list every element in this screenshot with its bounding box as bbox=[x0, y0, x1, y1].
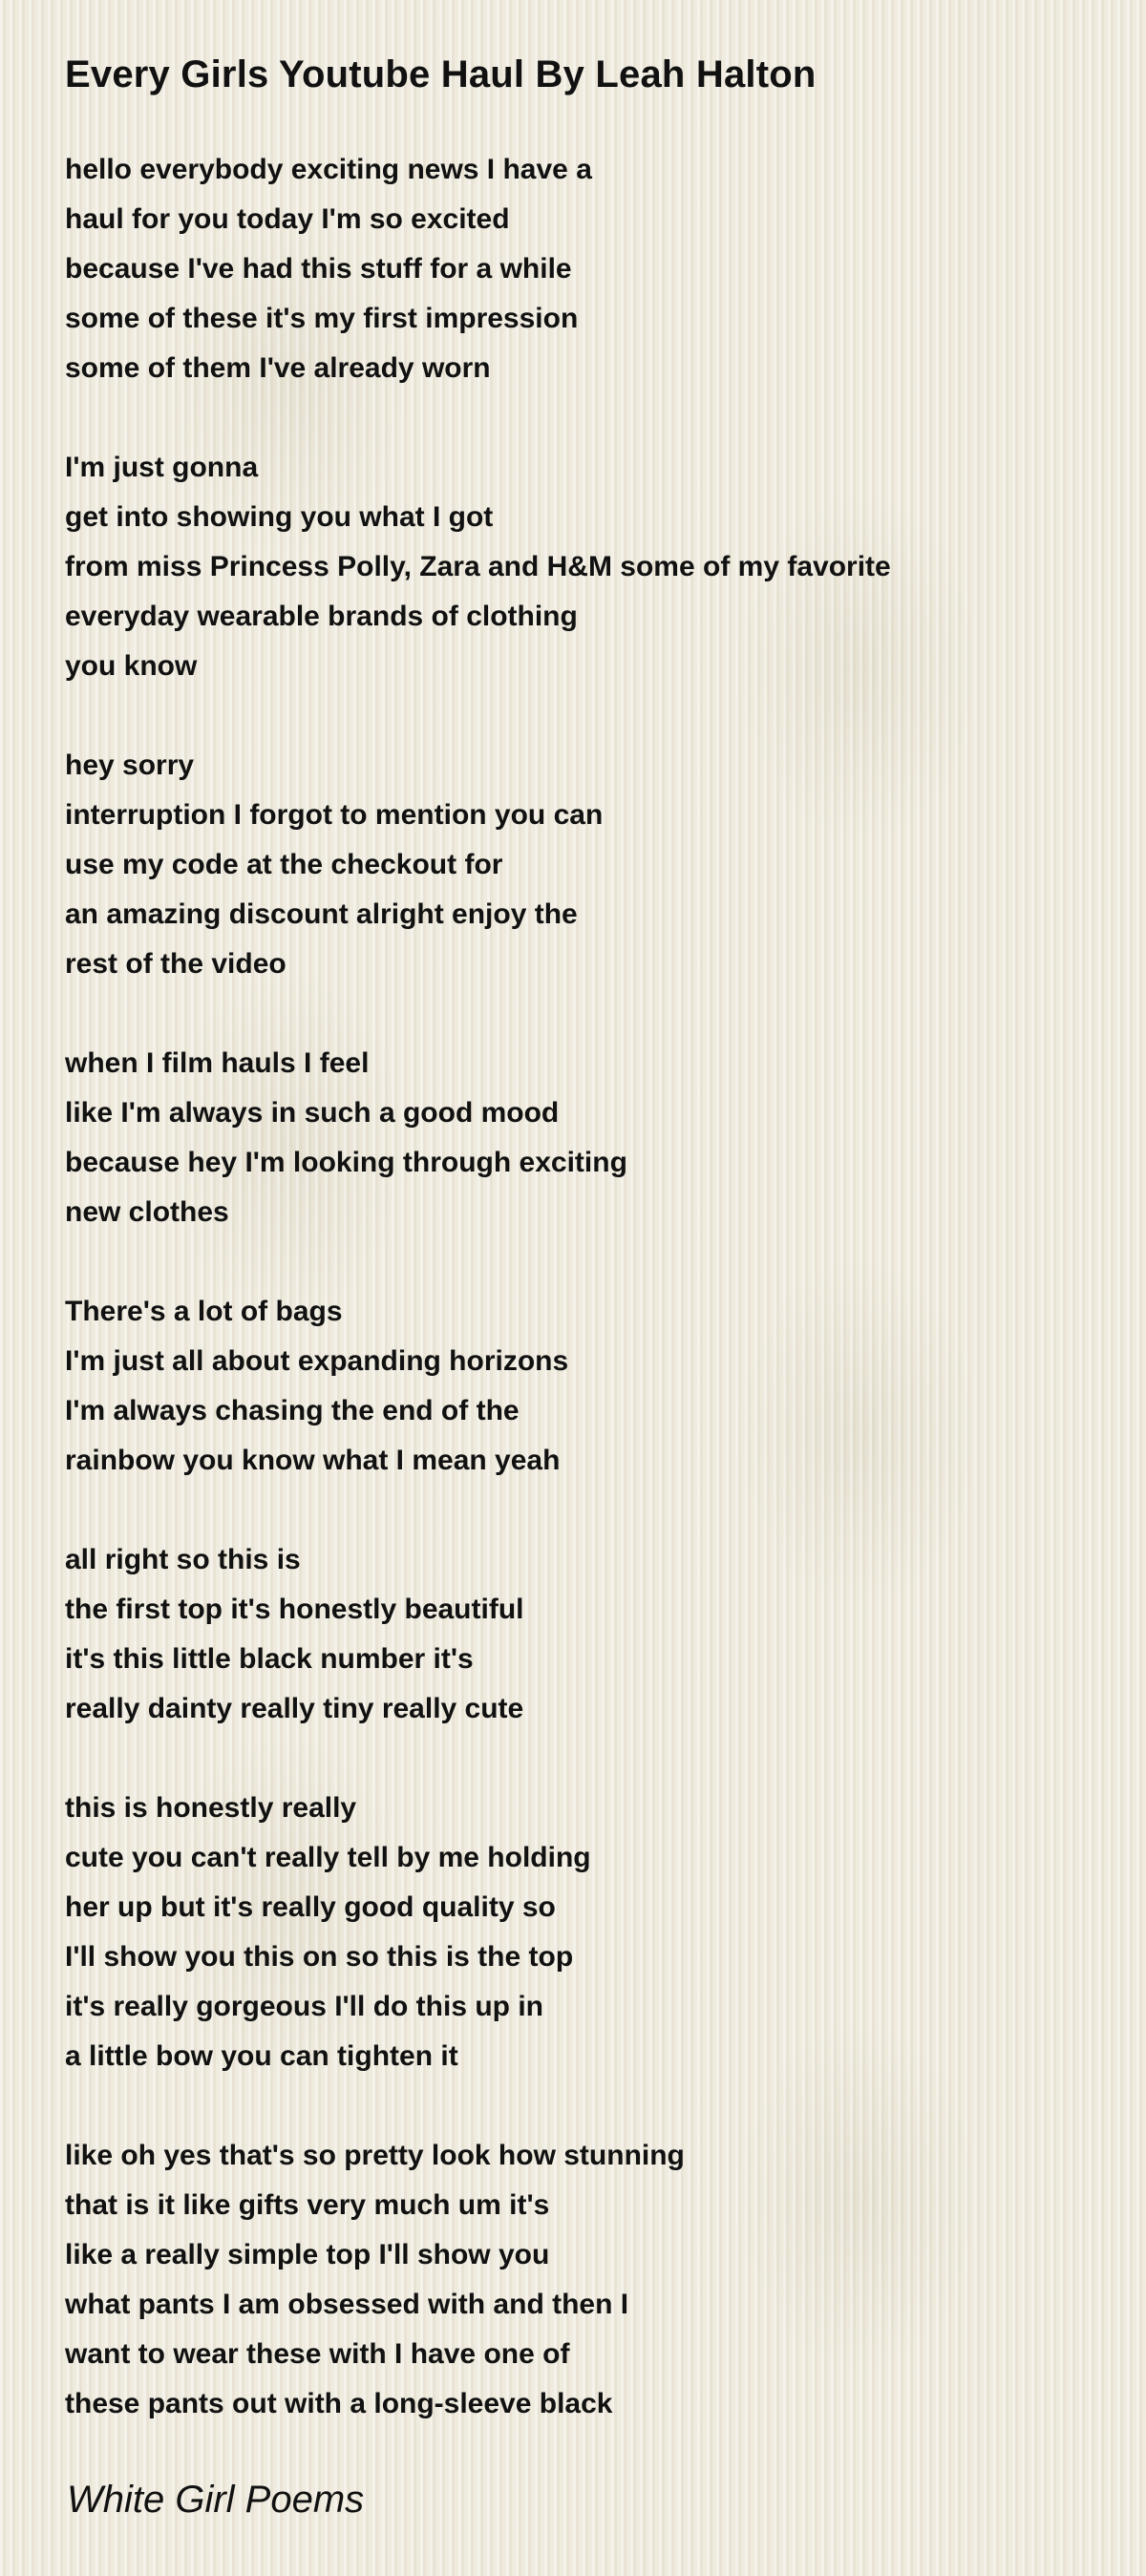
poem-line: what pants I am obsessed with and then I bbox=[65, 2289, 629, 2320]
poem-line: really dainty really tiny really cute bbox=[65, 1693, 524, 1724]
poem-line: these pants out with a long-sleeve black bbox=[65, 2388, 613, 2419]
poem-line: rest of the video bbox=[65, 948, 286, 980]
poem-line: cute you can't really tell by me holding bbox=[65, 1842, 591, 1873]
poem-line: because hey I'm looking through exciting bbox=[65, 1147, 627, 1178]
poem-line: that is it like gifts very much um it's bbox=[65, 2189, 550, 2221]
poem-line: a little bow you can tighten it bbox=[65, 2040, 458, 2072]
poem-line: from miss Princess Polly, Zara and H&M some of my favorite bbox=[65, 551, 891, 582]
stanza bbox=[65, 2131, 1096, 2429]
stanza bbox=[65, 1287, 1096, 1486]
poem-line: you know bbox=[65, 650, 198, 682]
poem-line: everyday wearable brands of clothing bbox=[65, 601, 578, 632]
poem-line: some of them I've already worn bbox=[65, 352, 491, 384]
poem-body bbox=[65, 145, 1096, 2429]
poem-line: like oh yes that's so pretty look how stunning bbox=[65, 2140, 685, 2171]
poem-line: interruption I forgot to mention you can bbox=[65, 799, 604, 831]
stanza bbox=[65, 145, 1096, 393]
poem-line: new clothes bbox=[65, 1196, 229, 1228]
poem-line: get into showing you what I got bbox=[65, 501, 494, 533]
poem-line: hey sorry bbox=[65, 750, 195, 781]
poem-line: all right so this is bbox=[65, 1544, 301, 1575]
poem-line: There's a lot of bags bbox=[65, 1296, 343, 1327]
poem-line: when I film hauls I feel bbox=[65, 1047, 370, 1079]
poem-line: her up but it's really good quality so bbox=[65, 1891, 556, 1923]
poem-line: want to wear these with I have one of bbox=[65, 2338, 570, 2370]
poem-line: haul for you today I'm so excited bbox=[65, 203, 510, 235]
poem-line: hello everybody exciting news I have a bbox=[65, 154, 592, 185]
poem-category-label: White Girl Poems bbox=[67, 2479, 365, 2521]
poem-line: this is honestly really bbox=[65, 1792, 357, 1824]
poem-line: it's this little black number it's bbox=[65, 1643, 474, 1675]
poem-line: the first top it's honestly beautiful bbox=[65, 1594, 524, 1625]
stanza bbox=[65, 443, 1096, 691]
poem-line: I'll show you this on so this is the top bbox=[65, 1941, 574, 1973]
stanza bbox=[65, 741, 1096, 989]
stanza bbox=[65, 1535, 1096, 1734]
stanza bbox=[65, 1784, 1096, 2081]
poem-title: Every Girls Youtube Haul By Leah Halton bbox=[65, 53, 817, 95]
poem-line: I'm just all about expanding horizons bbox=[65, 1345, 569, 1377]
poem-line: use my code at the checkout for bbox=[65, 849, 503, 880]
stanza bbox=[65, 1039, 1096, 1237]
poem-line: like I'm always in such a good mood bbox=[65, 1097, 560, 1129]
poem-line: some of these it's my first impression bbox=[65, 303, 579, 334]
poem-line: I'm just gonna bbox=[65, 452, 259, 483]
poem-line: an amazing discount alright enjoy the bbox=[65, 898, 578, 930]
poem-line: it's really gorgeous I'll do this up in bbox=[65, 1991, 543, 2022]
poem-line: because I've had this stuff for a while bbox=[65, 253, 572, 285]
poem-line: rainbow you know what I mean yeah bbox=[65, 1445, 561, 1476]
poem-line: I'm always chasing the end of the bbox=[65, 1395, 520, 1426]
poem-line: like a really simple top I'll show you bbox=[65, 2239, 550, 2270]
poem-card bbox=[65, 48, 1096, 2479]
